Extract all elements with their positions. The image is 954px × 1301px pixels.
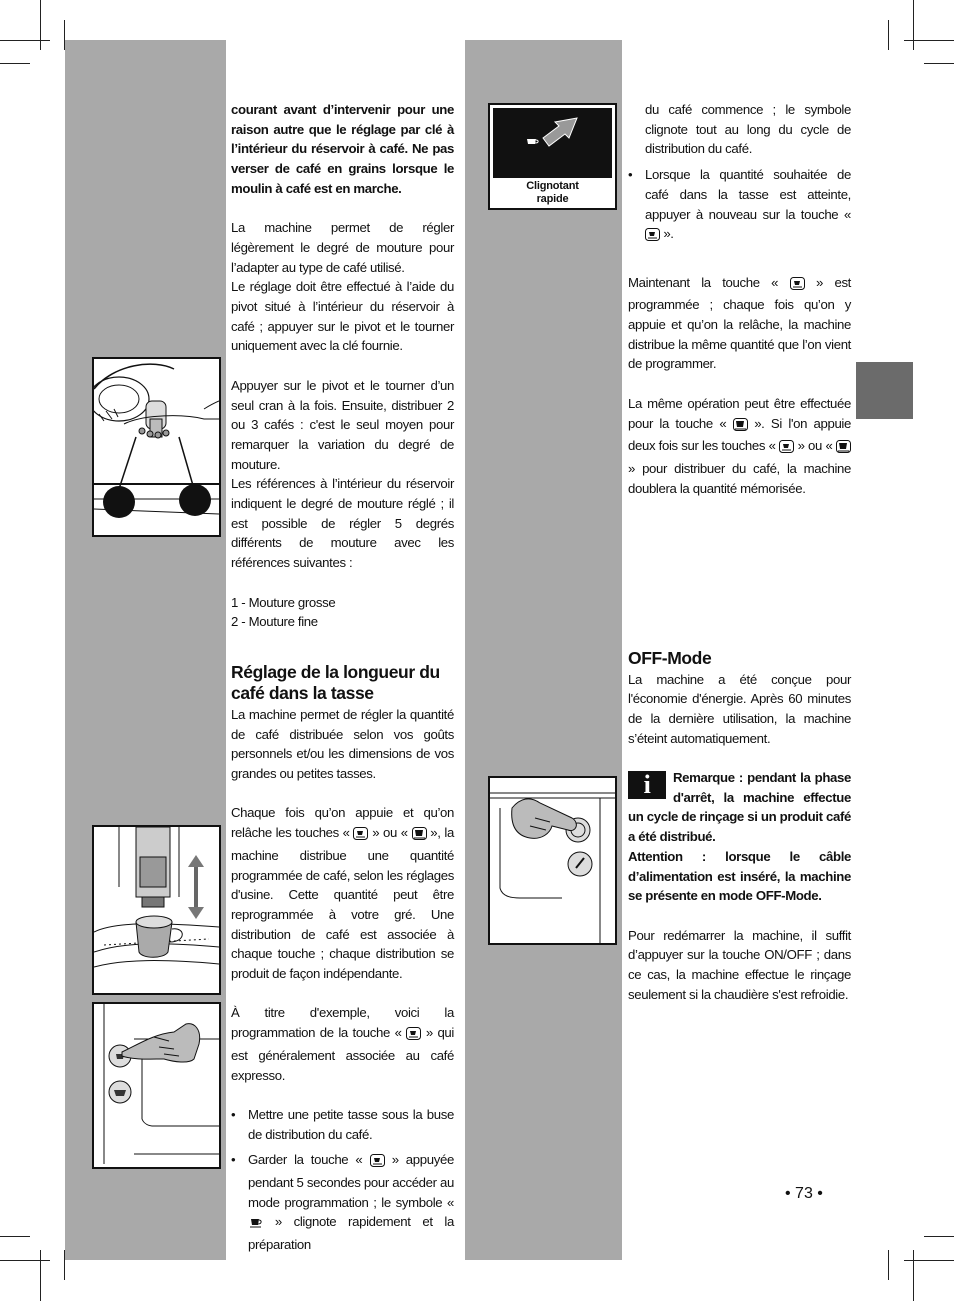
display-screen bbox=[493, 108, 612, 178]
small-cup-icon bbox=[779, 439, 794, 459]
left-text-column bbox=[231, 100, 454, 1261]
small-cup-icon bbox=[353, 826, 368, 846]
programming-steps-continued bbox=[628, 165, 851, 247]
grind-option-fine: 2 - Mouture fine bbox=[231, 614, 318, 630]
small-cup-icon bbox=[790, 276, 805, 296]
note-off-mode: Attention : lorsque le câble d’alimentation est inséré, la machine se présente en mode OFF-Mode. bbox=[628, 848, 851, 904]
step-press-again: • Lorsque la quantité souhaitée de café dans la tasse est atteinte, appuyer à nouveau sur la touche « ». bbox=[628, 165, 851, 247]
grind-intro: La machine permet de régler légèrement le degré de mouture pour l’adapter au type de café utilisé. bbox=[231, 220, 454, 275]
grind-adjust-instructions: Le réglage doit être effectué à l’aide du pivot situé à l’intérieur du réservoir à café ; appuyer sur le pivot et le tourner uniquement avec la clé fournie. bbox=[231, 279, 454, 354]
middle-gray-band bbox=[465, 40, 622, 1260]
display-panel bbox=[488, 103, 617, 210]
small-cup-icon bbox=[645, 227, 660, 247]
grind-option-coarse: 1 - Mouture grosse bbox=[231, 594, 336, 610]
coffee-length-intro: La machine permet de régler la quantité de café distribuée selon vos goûts personnels et/ou les dimensions de vos grandes ou petites tasses. bbox=[231, 706, 454, 782]
info-note bbox=[628, 768, 851, 906]
note-rinse-cycle: Remarque : pendant la phase d'arrêt, la machine effectue un cycle de rinçage si un produit café a été distribué. bbox=[628, 770, 851, 845]
large-cup-icon bbox=[733, 417, 748, 437]
grind-step-instructions: Appuyer sur le pivot et le tourner d’un seul cran à la fois. Ensuite, distribuer 2 ou 3 cafés : c'est le seul moyen pour remarquer la variation du degré de mouture. bbox=[231, 377, 454, 472]
warning-text: courant avant d’intervenir pour une raison autre que le réglage par clé à l’intérieur du réservoir à café. Ne pas verser de café en grains lorsque le moulin à café est en marche. bbox=[231, 102, 454, 196]
display-caption: Clignotant rapide bbox=[526, 180, 579, 205]
coffee-keys-paragraph: Chaque fois qu’on appuie et qu’on relâche les touches « » ou « », la machine distribue une quantité programmée de café, selon les réglages d'usine. Cette quantité peut être reprogrammée à votre gré. Une distribution de café est associée à chaque touche ; chaque distribution se produit de façon indépendante. bbox=[231, 805, 454, 982]
restart-instructions: Pour redémarrer la machine, il suffit d’appuyer sur la touche ON/OFF ; dans ce cas, la machine effectue le rinçage seulement si la chaudière s'est refroidie. bbox=[628, 927, 851, 1002]
key-programmed-paragraph: Maintenant la touche « » est programmée ; chaque fois qu’on y appuie et qu’on la relâche, la machine distribue la même quantité que l’on vient de programmer. bbox=[628, 274, 851, 372]
section-heading-coffee-length: Réglage de la longueur du café dans la tasse bbox=[231, 661, 440, 704]
large-cup-icon bbox=[836, 439, 851, 459]
programming-steps bbox=[231, 1105, 454, 1255]
right-text-column bbox=[628, 100, 851, 498]
cup-symbol-icon bbox=[248, 1215, 263, 1235]
double-dose-paragraph: La même opération peut être effectuée pour la touche « ». Si l'on appuie deux fois sur les touches « » ou « » pour distribuer du café, la machine doublera la quantité mémorisée. bbox=[628, 395, 851, 496]
large-cup-icon bbox=[412, 826, 427, 846]
small-cup-icon bbox=[370, 1153, 385, 1173]
info-icon: i bbox=[628, 771, 666, 799]
small-cup-icon bbox=[406, 1026, 421, 1046]
off-mode-illustration bbox=[488, 776, 617, 945]
grinder-adjust-illustration bbox=[92, 357, 221, 537]
step-hold-key: • Garder la touche « » appuyée pendant 5 secondes pour accéder au mode programmation ; le symbole « » clignote rapidement et la préparation bbox=[231, 1152, 454, 1253]
section-heading-off-mode: OFF-Mode bbox=[628, 648, 712, 668]
section-tab bbox=[856, 362, 913, 419]
espresso-example: À titre d'exemple, voici la programmation de la touche « » qui est généralement associée au café expresso. bbox=[231, 1005, 454, 1083]
press-button-illustration bbox=[92, 1002, 221, 1169]
step-place-cup: • Mettre une petite tasse sous la buse de distribution du café. bbox=[231, 1106, 454, 1142]
grind-references: Les références à l’intérieur du réservoir indiquent le degré de mouture réglé ; il est possible de régler 5 degrés différents de mouture avec les références suivantes : bbox=[231, 476, 454, 571]
cup-under-spout-illustration bbox=[92, 825, 221, 995]
page-number: • 73 • bbox=[785, 1185, 823, 1202]
continued-text: du café commence ; le symbole clignote tout au long du cycle de distribution du café. bbox=[645, 102, 851, 157]
off-mode-section bbox=[628, 648, 851, 1004]
off-mode-intro: La machine a été conçue pour l'économie d'énergie. Après 60 minutes de la dernière utilisation, la machine s’éteint automatiquement. bbox=[628, 671, 851, 746]
